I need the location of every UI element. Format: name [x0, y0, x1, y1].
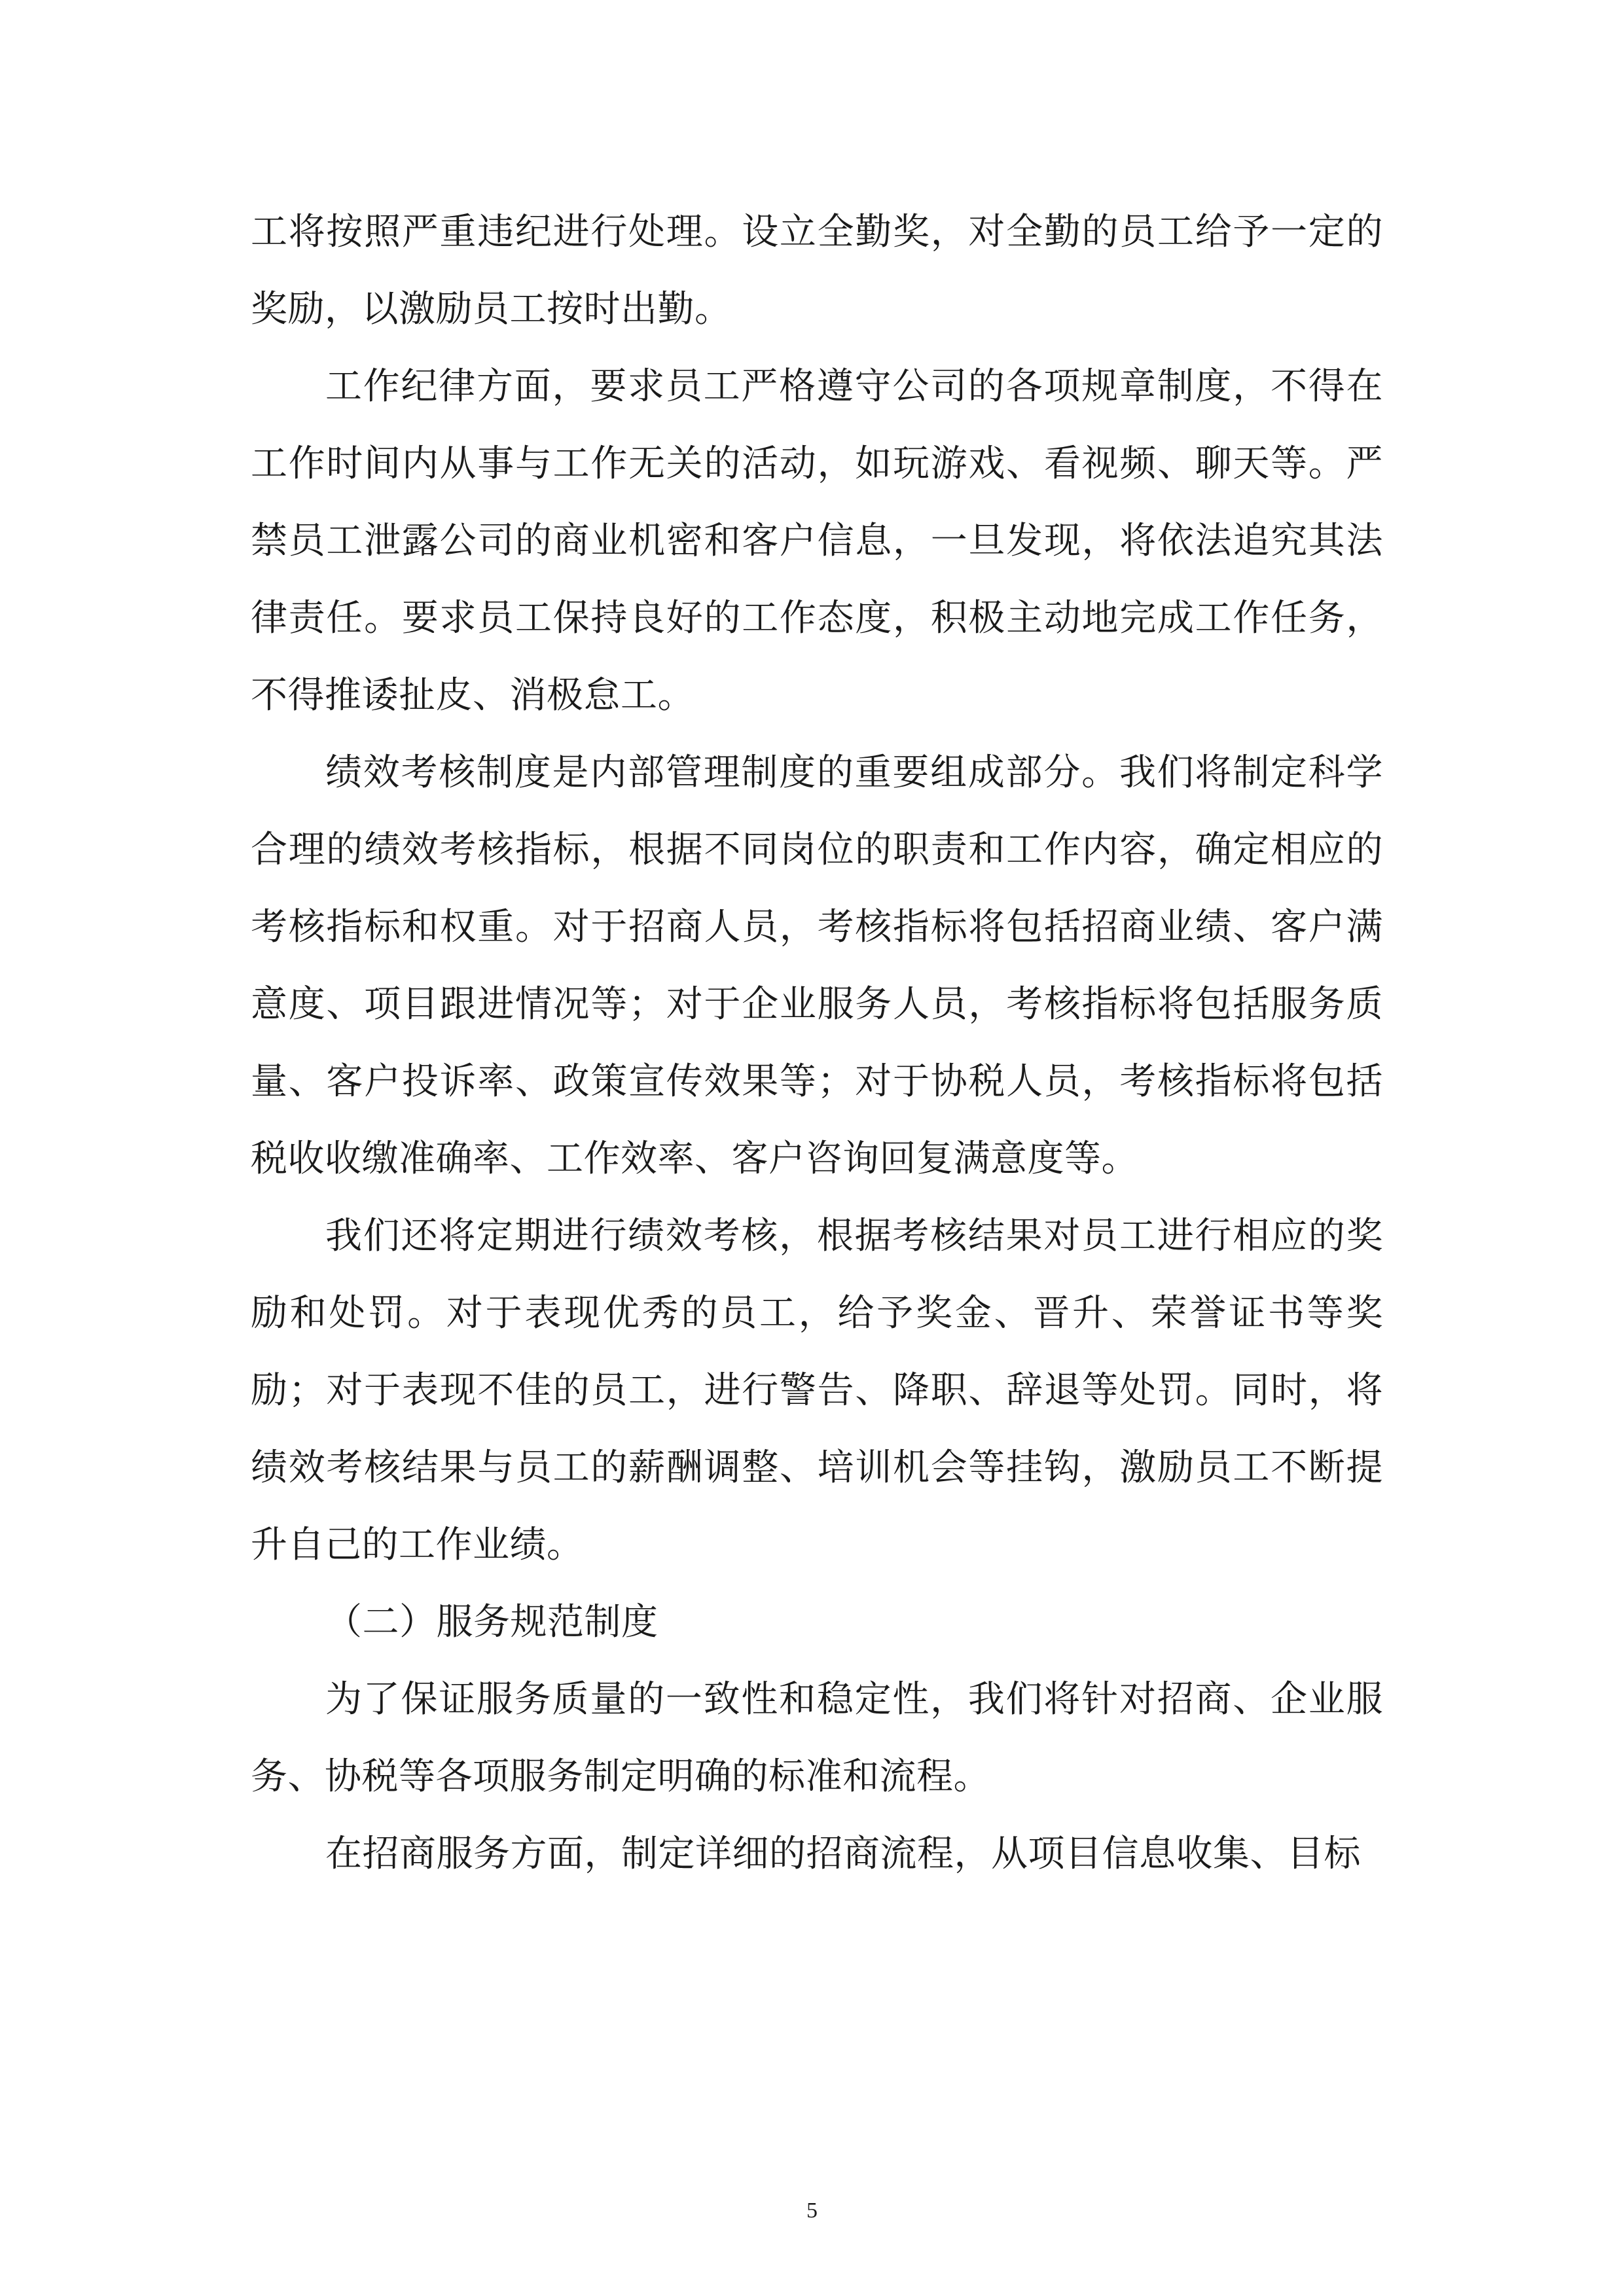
section-heading: （二）服务规范制度 [325, 1601, 659, 1643]
paragraph-work-discipline: 工作纪律方面，要求员工严格遵守公司的各项规章制度，不得在工作时间内从事与工作无关的活动，如玩游戏、看视频、聊天等。严禁员工泄露公司的商业机密和客户信息，一旦发现，将依法追究其法律责任。要求员工保持良好的工作态度，积极主动地完成工作任务，不得推诿扯皮、消极怠工。 [251, 365, 1383, 717]
page-number: 5 [806, 2198, 818, 2223]
paragraph-performance-system: 绩效考核制度是内部管理制度的重要组成部分。我们将制定科学合理的绩效考核指标，根据不同岗位的职责和工作内容，确定相应的考核指标和权重。对于招商人员，考核指标将包括招商业绩、客户满意度、项目跟进情况等；对于企业服务人员，考核指标将包括服务质量、客户投诉率、政策宣传效果等；对于协税人员，考核指标将包括税收收缴准确率、工作效率、客户咨询回复满意度等。 [251, 751, 1383, 1180]
document-body [251, 194, 1383, 1893]
paragraph-continuation: 工将按照严重违纪进行处理。设立全勤奖，对全勤的员工给予一定的奖励，以激励员工按时出勤。 [251, 211, 1383, 331]
paragraph-performance-review: 我们还将定期进行绩效考核，根据考核结果对员工进行相应的奖励和处罚。对于表现优秀的员工，给予奖金、晋升、荣誉证书等奖励；对于表现不佳的员工，进行警告、降职、辞退等处罚。同时，将绩效考核结果与员工的薪酬调整、培训机会等挂钩，激励员工不断提升自己的工作业绩。 [251, 1215, 1383, 1566]
paragraph-investment-service: 在招商服务方面，制定详细的招商流程，从项目信息收集、目标 [325, 1833, 1361, 1875]
paragraph-service-standards: 为了保证服务质量的一致性和稳定性，我们将针对招商、企业服务、协税等各项服务制定明确的标准和流程。 [251, 1678, 1383, 1798]
